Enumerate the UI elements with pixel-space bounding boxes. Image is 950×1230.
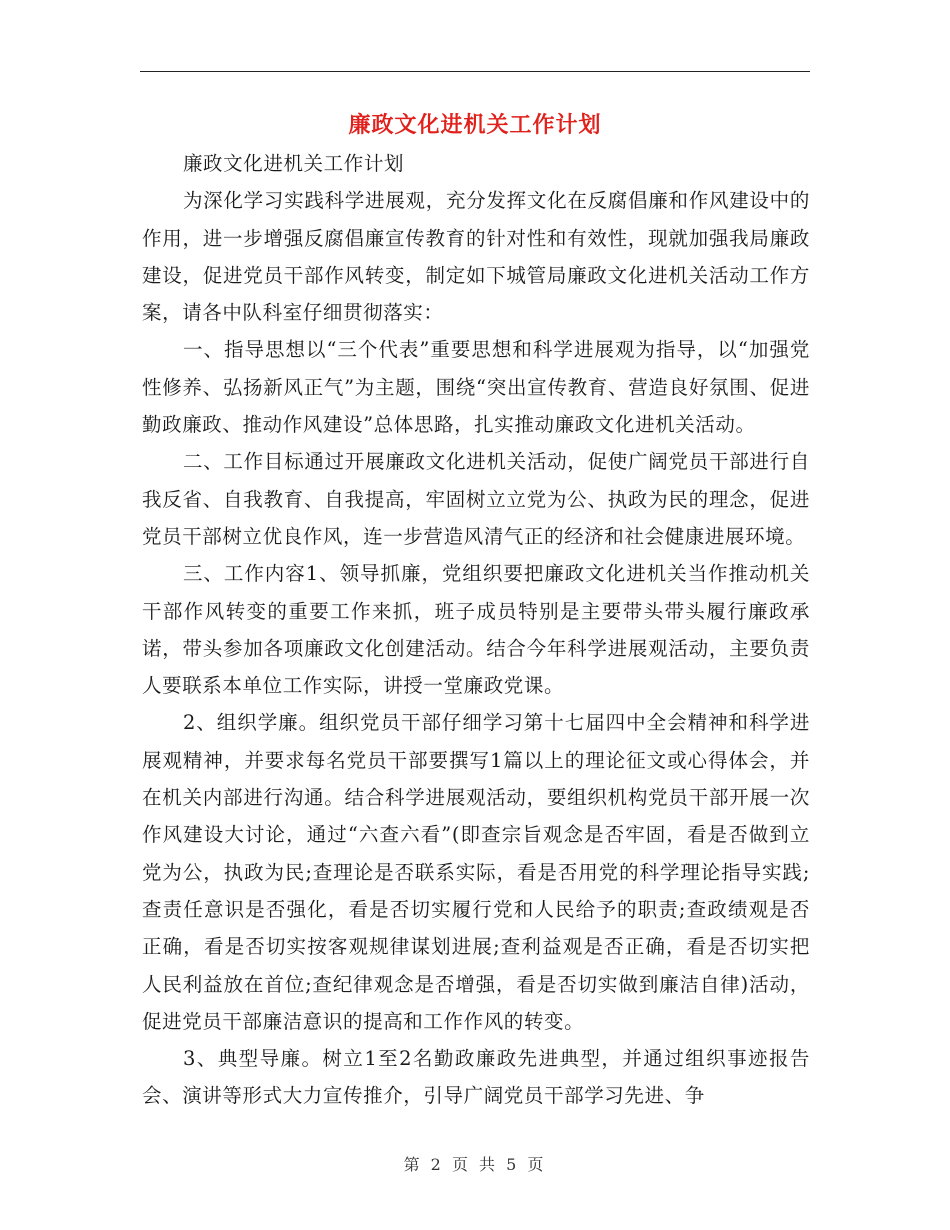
paragraph-work-goal: 二、工作目标通过开展廉政文化进机关活动，促使广阔党员干部进行自我反省、自我教育、自我提高，牢固树立立党为公、执政为民的理念，促进党员干部树立优良作风，连一步营造风清气正的经济和社会健康进展环境。 [142, 450, 810, 548]
document-body [142, 145, 810, 1115]
paragraph-intro: 为深化学习实践科学进展观，充分发挥文化在反腐倡廉和作风建设中的作用，进一步增强反腐倡廉宣传教育的针对性和有效性，现就加强我局廉政建设，促进党员干部作风转变，制定如下城管局廉政文化进机关活动工作方案，请各中队科室仔细贯彻落实： [142, 189, 810, 325]
paragraph-model-guidance: 3、典型导廉。树立1至2名勤政廉政先进典型，并通过组织事迹报告会、演讲等形式大力宣传推介，引导广阔党员干部学习先进、争 [142, 1047, 810, 1108]
paragraph-subtitle: 廉政文化进机关工作计划 [182, 152, 405, 175]
paragraph-guiding-thought: 一、指导思想以“三个代表”重要思想和科学进展观为指导，以“加强党性修养、弘扬新风正气”为主题，围绕“突出宣传教育、营造良好氛围、促进勤政廉政、推动作风建设”总体思路，扎实推动廉政文化进机关活动。 [142, 338, 810, 437]
paragraph-organize-study: 2、组织学廉。组织党员干部仔细学习第十七届四中全会精神和科学进展观精神，并要求每名党员干部要撰写1篇以上的理论征文或心得体会，并在机关内部进行沟通。结合科学进展观活动，要组织机构党员干部开展一次作风建设大讨论，通过“六查六看”(即查宗旨观念是否牢固，看是否做到立党为公，执政为民;查理论是否联系实际，看是否用党的科学理论指导实践;查责任意识是否强化，看是否切实履行党和人民给予的职责;查政绩观是否正确，看是否切实按客观规律谋划进展;查利益观是否正确，看是否切实把人民利益放在首位;查纪律观念是否增强，看是否切实做到廉洁自律)活动，促进党员干部廉洁意识的提高和工作作风的转变。 [142, 711, 810, 1033]
document-title: 廉政文化进机关工作计划 [348, 113, 602, 138]
page-number-footer: 第 2 页 共 5 页 [403, 1155, 547, 1174]
header-rule [140, 71, 810, 72]
paragraph-work-content: 三、工作内容1、领导抓廉，党组织要把廉政文化进机关当作推动机关干部作风转变的重要工作来抓，班子成员特别是主要带头带头履行廉政承诺，带头参加各项廉政文化创建活动。结合今年科学进展观活动，主要负责人要联系本单位工作实际，讲授一堂廉政党课。 [142, 562, 810, 698]
